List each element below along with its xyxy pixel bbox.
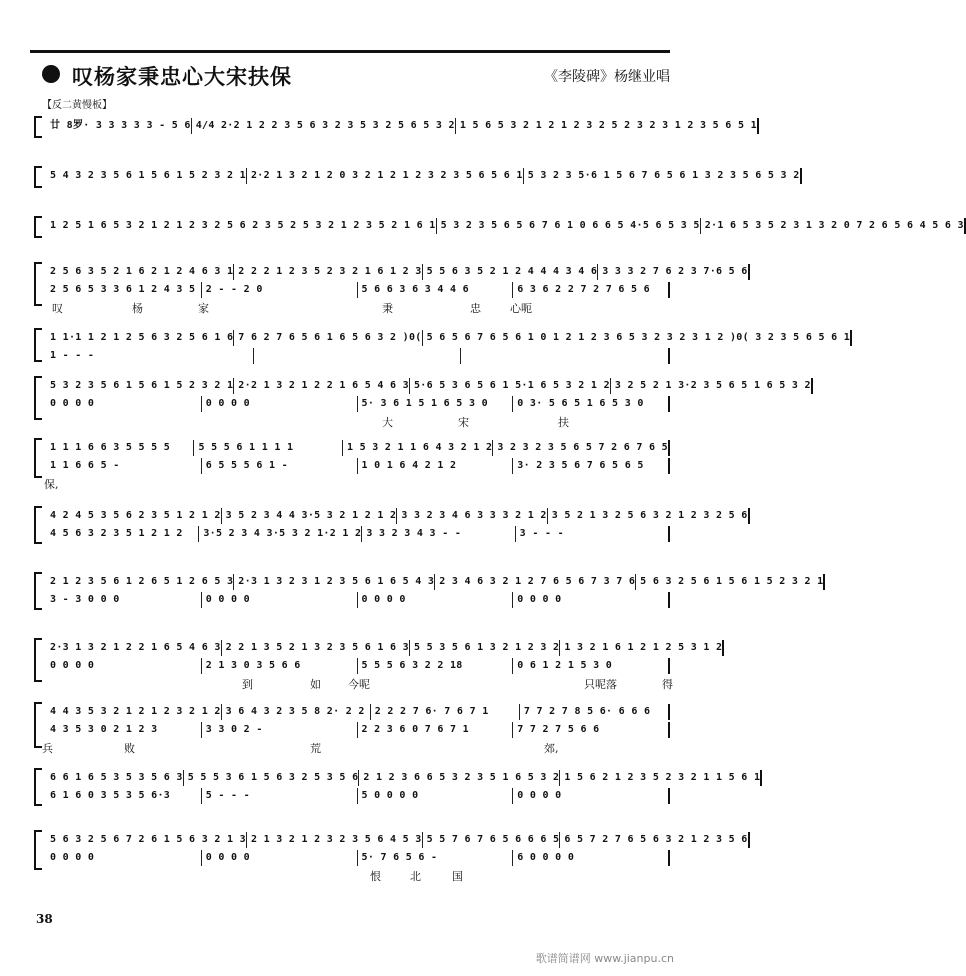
notation-row — [46, 704, 670, 720]
measure: 5 3 2 3 5 6 1 5 6 1 5 2 3 2 1 — [46, 378, 234, 394]
song-title: 叹杨家秉忠心大宋扶保 — [72, 65, 292, 89]
notation-row — [46, 832, 748, 848]
measure: 0 0 0 0 — [202, 396, 358, 412]
score-system — [34, 506, 748, 544]
score-system — [34, 638, 723, 691]
measure: 3 3 0 2 - — [202, 722, 358, 738]
measure: 廿 8罗· 3 3 3 3 3 - 5 6 — [46, 118, 192, 134]
lyrics-line — [48, 868, 670, 882]
notation-row — [46, 168, 800, 184]
lyric-word: 忠 — [470, 302, 481, 315]
measure: 3·5 2 3 4 3·5 3 2 1·2 1 2 — [199, 526, 362, 542]
notation-row — [46, 458, 670, 474]
measure: 7 6 2 7 6 5 6 1 6 5 6 3 2 )0( — [234, 330, 422, 346]
measure: 2 5 6 5 3 3 6 1 2 4 3 5 — [46, 282, 202, 298]
measure: 2·2 1 3 2 1 2 0 3 2 1 2 1 2 3 2 3 5 6 5 6 1 — [247, 168, 524, 184]
measure: 0 0 0 0 — [513, 788, 670, 804]
notation-row — [46, 118, 757, 134]
measure — [461, 348, 670, 364]
measure: 4 3 5 3 0 2 1 2 3 — [46, 722, 202, 738]
measure: 2 1 2 3 6 6 5 3 2 3 5 1 6 5 3 2 — [359, 770, 560, 786]
measure: 2·1 6 5 3 5 2 3 1 3 2 0 7 2 6 5 6 4 5 6 3 — [701, 218, 966, 234]
measure: 5· 7 6 5 6 - — [358, 850, 514, 866]
measure: 6 5 5 5 6 1 - — [202, 458, 358, 474]
measure: 2·3 1 3 2 1 2 2 1 6 5 4 6 3 — [46, 640, 222, 656]
score-system — [34, 830, 748, 883]
lyric-word: 今呢 — [348, 678, 370, 691]
lyric-word: 败 — [124, 742, 135, 755]
measure: 5 6 3 2 5 6 1 5 6 1 5 2 3 2 1 — [636, 574, 825, 590]
score-system — [34, 572, 824, 610]
measure: 3 - 3 0 0 0 — [46, 592, 202, 608]
lyric-word: 扶 — [558, 416, 569, 429]
notation-row — [46, 640, 723, 656]
lyric-word: 得 — [662, 678, 673, 691]
notation-row — [46, 574, 824, 590]
measure: 5 5 5 3 6 1 5 6 3 2 5 3 5 6 — [184, 770, 360, 786]
measure: 5 0 0 0 0 — [358, 788, 514, 804]
measure: 0 0 0 0 — [46, 850, 202, 866]
lyric-word: 保, — [44, 478, 59, 491]
notation-row — [46, 440, 670, 456]
measure: 0 6 1 2 1 5 3 0 — [513, 658, 670, 674]
measure: 2 1 2 3 5 6 1 2 6 5 1 2 6 5 3 — [46, 574, 234, 590]
score-system — [34, 702, 670, 755]
measure: 2·3 1 3 2 3 1 2 3 5 6 1 6 5 4 3 — [234, 574, 435, 590]
notation-row — [46, 282, 670, 298]
measure: 0 0 0 0 — [513, 592, 670, 608]
measure: 1 - - - — [46, 348, 254, 364]
notation-row — [46, 788, 670, 804]
system-bracket — [34, 166, 42, 188]
measure: 5 5 5 6 1 1 1 1 — [194, 440, 342, 456]
lyrics-line — [48, 676, 673, 691]
measure: 0 0 0 0 — [46, 396, 202, 412]
system-bracket — [34, 438, 42, 478]
measure: 1 5 6 2 1 2 3 5 2 3 2 1 1 5 6 1 — [560, 770, 762, 786]
measure: 1 5 3 2 1 1 6 4 3 2 1 2 — [343, 440, 493, 456]
measure: 5 5 3 5 6 1 3 2 1 2 3 2 — [410, 640, 560, 656]
system-bracket — [34, 262, 42, 306]
measure: 7 7 2 7 8 5 6· 6 6 6 — [520, 704, 670, 720]
measure: 1 5 6 5 3 2 1 2 1 2 3 2 5 2 3 2 3 1 2 3 5 6 5 1 — [456, 118, 759, 134]
score-system — [34, 438, 670, 491]
notation-row — [46, 770, 761, 786]
lyric-word: 大 — [382, 416, 393, 429]
notation-row — [46, 592, 670, 608]
system-bracket — [34, 376, 42, 420]
lyrics-line — [42, 740, 670, 755]
measure: 1 0 1 6 4 2 1 2 — [358, 458, 514, 474]
notation-row — [46, 396, 670, 412]
measure: 5·6 5 3 6 5 6 1 5·1 6 5 3 2 1 2 — [410, 378, 611, 394]
system-bracket — [34, 768, 42, 806]
measure: 4 4 3 5 3 2 1 2 1 2 3 2 1 2 — [46, 704, 222, 720]
measure: 6 5 7 2 7 6 5 6 3 2 1 2 3 5 6 — [560, 832, 749, 848]
notation-row — [46, 330, 851, 346]
page-number: 38 — [36, 912, 53, 926]
measure: 2 1 3 0 3 5 6 6 — [202, 658, 358, 674]
system-bracket — [34, 506, 42, 544]
measure: 5 3 2 3 5·6 1 5 6 7 6 5 6 1 3 2 3 5 6 5 3 2 — [524, 168, 802, 184]
tempo-label: 【反二黄慢板】 — [42, 100, 112, 111]
notation-row — [46, 264, 748, 280]
measure: 3· 2 3 5 6 7 6 5 6 5 — [513, 458, 670, 474]
notation-row — [46, 658, 670, 674]
lyric-word: 只呢落 — [584, 678, 617, 691]
notation-row — [46, 850, 670, 866]
system-bracket — [34, 638, 42, 682]
measure: 0 0 0 0 — [202, 592, 358, 608]
notation-row — [46, 348, 670, 364]
lyric-word: 叹 — [52, 302, 63, 315]
system-bracket — [34, 572, 42, 610]
measure: 2 2 1 3 5 2 1 3 2 3 5 6 1 6 3 — [222, 640, 410, 656]
measure: 1 1 1 6 6 3 5 5 5 5 — [46, 440, 194, 456]
lyric-word: 宋 — [458, 416, 469, 429]
measure: 6 1 6 0 3 5 3 5 6·3 — [46, 788, 202, 804]
lyric-word: 北 — [410, 870, 421, 883]
measure: 1 1·1 1 2 1 2 5 6 3 2 5 6 1 6 — [46, 330, 234, 346]
system-bracket — [34, 702, 42, 748]
lyrics-line — [48, 300, 670, 314]
measure: 5 6 5 6 7 6 5 6 1 0 1 2 1 2 3 6 5 3 2 3 2 3 1 2 )0( 3 2 3 5 6 5 6 1 — [423, 330, 852, 346]
lyric-word: 恨 — [370, 870, 381, 883]
measure: 7 7 2 7 5 6 6 — [513, 722, 670, 738]
lyric-word: 国 — [452, 870, 463, 883]
measure: 0 0 0 0 — [46, 658, 202, 674]
measure: 6 6 1 6 5 3 5 3 5 6 3 — [46, 770, 184, 786]
measure: 0 0 0 0 — [358, 592, 514, 608]
measure: 2 1 3 2 1 2 3 2 3 5 6 4 5 3 — [247, 832, 423, 848]
measure: 5 5 5 6 3 2 2 18 — [358, 658, 514, 674]
system-bracket — [34, 328, 42, 362]
measure: 5· 3 6 1 5 1 6 5 3 0 — [358, 396, 514, 412]
title-bullet-icon — [42, 65, 60, 83]
measure: 6 0 0 0 0 — [513, 850, 670, 866]
lyrics-line — [48, 414, 670, 428]
measure: 2 3 4 6 3 2 1 2 7 6 5 6 7 3 7 6 — [435, 574, 636, 590]
measure: 1 1 6 6 5 - — [46, 458, 202, 474]
measure: 3 3 2 3 4 3 - - — [362, 526, 515, 542]
measure: 4 2 4 5 3 5 6 2 3 5 1 2 1 2 — [46, 508, 222, 524]
measure: 2·2 1 3 2 1 2 2 1 6 5 4 6 3 — [234, 378, 410, 394]
score-system — [34, 166, 800, 188]
measure: 4 5 6 3 2 3 5 1 2 1 2 — [46, 526, 199, 542]
lyric-word: 到 — [242, 678, 253, 691]
measure: 3 5 2 3 4 4 3·5 3 2 1 2 1 2 — [222, 508, 398, 524]
measure: 0 0 0 0 — [202, 850, 358, 866]
lyric-word: 家 — [198, 302, 209, 315]
measure: 5 6 3 2 5 6 7 2 6 1 5 6 3 2 1 3 — [46, 832, 247, 848]
measure: 5 6 6 3 6 3 4 4 6 — [358, 282, 514, 298]
watermark: 歌谱简谱网 www.jianpu.cn — [535, 952, 674, 965]
measure: 3 3 2 3 4 6 3 3 3 2 1 2 — [397, 508, 547, 524]
score-system — [34, 262, 748, 315]
measure: 3 3 3 2 7 6 2 3 7·6 5 6 — [598, 264, 749, 280]
lyric-word: 如 — [310, 678, 321, 691]
score-system — [34, 328, 851, 362]
notation-row — [46, 526, 670, 542]
measure: 2 - - 2 0 — [202, 282, 358, 298]
measure: 2 5 6 3 5 2 1 6 2 1 2 4 6 3 1 — [46, 264, 234, 280]
measure: 1 3 2 1 6 1 2 1 2 5 3 1 2 — [560, 640, 724, 656]
score-system — [34, 116, 757, 138]
measure: 5 5 7 6 7 6 5 6 6 6 5 — [423, 832, 561, 848]
song-header — [30, 50, 670, 93]
lyric-word: 荒 — [310, 742, 321, 755]
notation-row — [46, 218, 964, 234]
notation-row — [46, 378, 811, 394]
lyric-word: 心呃 — [510, 302, 532, 315]
measure: 5 3 2 3 5 6 5 6 7 6 1 0 6 6 5 4·5 6 5 3 5 — [437, 218, 701, 234]
score-system — [34, 216, 964, 238]
lyric-word: 杨 — [132, 302, 143, 315]
lyrics-line — [44, 476, 670, 491]
notation-row — [46, 508, 748, 524]
measure: 2 2 2 1 2 3 5 2 3 2 1 6 1 2 3 — [234, 264, 422, 280]
system-bracket — [34, 830, 42, 870]
measure: 3 2 5 2 1 3·2 3 5 6 5 1 6 5 3 2 — [611, 378, 813, 394]
measure: 6 3 6 2 2 7 2 7 6 5 6 — [513, 282, 670, 298]
notation-row — [46, 722, 670, 738]
measure: 3 - - - — [516, 526, 670, 542]
system-bracket — [34, 216, 42, 238]
score-system — [34, 768, 761, 806]
lyric-word: 秉 — [382, 302, 393, 315]
measure: 4/4 2·2 1 2 2 3 5 6 3 2 3 5 3 2 5 6 5 3 2 — [192, 118, 456, 134]
system-bracket — [34, 116, 42, 138]
measure: 5 5 6 3 5 2 1 2 4 4 4 3 4 6 — [423, 264, 599, 280]
measure: 3 2 3 2 3 5 6 5 7 2 6 7 6 5 — [493, 440, 670, 456]
measure: 2 2 3 6 0 7 6 7 1 — [358, 722, 514, 738]
measure: 5 - - - — [202, 788, 358, 804]
score-system — [34, 376, 811, 429]
measure: 1 2 5 1 6 5 3 2 1 2 1 2 3 2 5 6 2 3 5 2 5 3 2 1 2 3 5 2 1 6 1 — [46, 218, 437, 234]
measure: 3 6 4 3 2 3 5 8 2· 2 2 — [222, 704, 371, 720]
lyric-word: 郊, — [544, 742, 559, 755]
measure — [254, 348, 462, 364]
measure: 0 3· 5 6 5 1 6 5 3 0 — [513, 396, 670, 412]
measure: 2 2 2 7 6· 7 6 7 1 — [371, 704, 520, 720]
song-source: 《李陵碑》杨继业唱 — [544, 69, 670, 85]
measure: 3 5 2 1 3 2 5 6 3 2 1 2 3 2 5 6 — [548, 508, 750, 524]
lyric-word: 兵 — [42, 742, 53, 755]
measure: 5 4 3 2 3 5 6 1 5 6 1 5 2 3 2 1 — [46, 168, 247, 184]
